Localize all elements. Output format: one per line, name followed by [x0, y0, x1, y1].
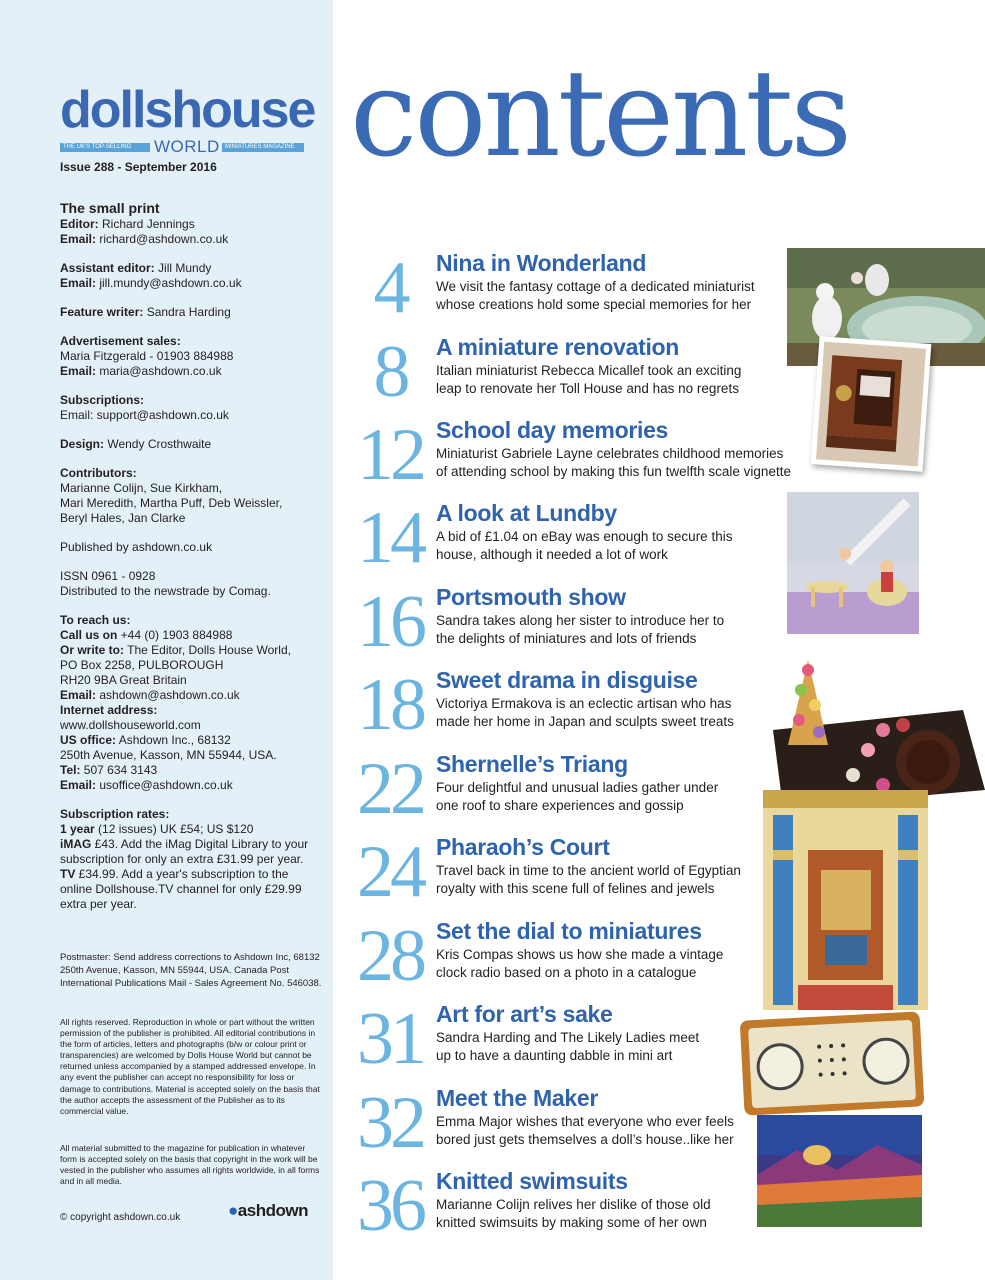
- entry-title: A look at Lundby: [436, 500, 617, 526]
- contents-title: contents: [350, 45, 850, 184]
- postmaster-notice: Postmaster: Send address corrections to Ashdown Inc, 68132 250th Avenue, Kasson, MN 55944, USA. Canada Post International Publications Mail - Sales Agreement No. 546038.: [60, 952, 322, 989]
- entry-page-number: 16: [357, 581, 423, 663]
- photo-sweet-treats: [763, 650, 985, 808]
- entry-page-number: 36: [357, 1165, 423, 1247]
- entry-page-number: 18: [357, 664, 423, 746]
- entry-page-number: 24: [357, 831, 423, 913]
- entry-title: School day memories: [436, 417, 669, 443]
- entry-description: Sandra Harding and The Likely Ladies meet up to have a daunting dabble in mini art: [436, 1030, 700, 1063]
- entry-description: Marianne Colijn relives her dislike of those old knitted swimsuits by making some of her own: [436, 1197, 711, 1230]
- logo-world: WORLD: [154, 137, 220, 156]
- sidebar: [0, 0, 333, 1280]
- contents-entry[interactable]: [350, 832, 800, 912]
- logo-tag-right: MINIATURES MAGAZINE: [222, 143, 304, 152]
- entry-title: Nina in Wonderland: [436, 250, 647, 276]
- contents-entry[interactable]: [350, 999, 800, 1079]
- entry-title: Shernelle’s Triang: [436, 751, 628, 777]
- material-notice: All material submitted to the magazine for publication in whatever form is accepted solely on the basis that copyright in the work will be vested in the publisher who assumes all rights worldwide, in all forms and in all media.: [60, 1143, 320, 1187]
- entry-page-number: 8: [373, 331, 407, 413]
- entry-page-number: 28: [357, 915, 423, 997]
- entry-page-number: 31: [357, 998, 423, 1080]
- contents-entry[interactable]: [350, 498, 800, 578]
- entry-page-number: 22: [357, 748, 423, 830]
- entry-description: Sandra takes along her sister to introduce her to the delights of miniatures and lots of friends: [436, 613, 725, 646]
- contents-entry[interactable]: [350, 916, 800, 996]
- logo-strapline: [60, 137, 304, 156]
- entry-title: Sweet drama in disguise: [436, 667, 698, 693]
- entry-description: Italian miniaturist Rebecca Micallef took an exciting leap to renovate her Toll House and has no regrets: [436, 363, 742, 396]
- contents-entry[interactable]: [350, 1083, 800, 1163]
- photo-renovation-safe: [811, 336, 932, 472]
- entry-title: Pharaoh’s Court: [436, 834, 610, 860]
- photo-lundby-house: [787, 492, 919, 634]
- entry-title: Portsmouth show: [436, 584, 626, 610]
- photo-pharaoh-court: [763, 790, 928, 1010]
- contents-entry[interactable]: [350, 332, 800, 412]
- entry-description: A bid of £1.04 on eBay was enough to secure this house, although it needed a lot of work: [436, 529, 733, 562]
- entry-page-number: 14: [357, 497, 423, 579]
- contents-entry[interactable]: [350, 248, 800, 328]
- logo-tag-left: THE UK'S TOP-SELLING: [60, 143, 150, 152]
- small-print-title: The small print: [60, 200, 160, 216]
- entry-page-number: 12: [357, 414, 423, 496]
- contents-entry[interactable]: [350, 749, 800, 829]
- entry-title: Knitted swimsuits: [436, 1168, 628, 1194]
- contents-entry[interactable]: [350, 1166, 800, 1246]
- entry-description: Four delightful and unusual ladies gather under one roof to share experiences and gossip: [436, 780, 719, 813]
- issue-line: Issue 288 - September 2016: [60, 160, 217, 174]
- ashdown-logo: ●ashdown: [228, 1201, 308, 1220]
- entry-title: Meet the Maker: [436, 1085, 598, 1111]
- entry-page-number: 32: [357, 1082, 423, 1164]
- entry-description: Kris Compas shows us how she made a vintage clock radio based on a photo in a catalogue: [436, 947, 724, 980]
- entry-description: Miniaturist Gabriele Layne celebrates childhood memories of attending school by making this fun twelfth scale vignette: [436, 446, 791, 479]
- contents-entry[interactable]: [350, 415, 800, 495]
- entry-title: Art for art’s sake: [436, 1001, 613, 1027]
- rights-notice: All rights reserved. Reproduction in whole or part without the written permission of the publisher is prohibited. All editorial contributions in the form of articles, letters and photographs (b/w or colour print or transparencies) are welcomed by Dolls House World but cannot be returned unless accompanied by a stamped addressed envelope. In any event the publisher can accept no responsibility for loss or damage to contributions. Material is accepted solely on the basis that the author accepts the assessment of the Publisher as to its commercial value.: [60, 1017, 320, 1116]
- entry-page-number: 4: [373, 247, 407, 329]
- photo-landscape-art: [757, 1115, 922, 1227]
- entry-description: We visit the fantasy cottage of a dedicated miniaturist whose creations hold some special memories for her: [436, 279, 755, 312]
- entry-description: Travel back in time to the ancient world of Egyptian royalty with this scene full of felines and jewels: [436, 863, 741, 896]
- photo-clock-radio: [737, 1005, 927, 1120]
- entry-title: Set the dial to miniatures: [436, 918, 702, 944]
- contents-entry[interactable]: [350, 582, 800, 662]
- magazine-logo: dollshouse: [60, 81, 315, 139]
- entry-description: Victoriya Ermakova is an eclectic artisan who has made her home in Japan and sculpts sweet treats: [436, 696, 734, 729]
- contents-entry[interactable]: [350, 665, 800, 745]
- entry-title: A miniature renovation: [436, 334, 680, 360]
- copyright: © copyright ashdown.co.uk: [60, 1212, 181, 1223]
- entry-description: Emma Major wishes that everyone who ever feels bored just gets themselves a doll’s house..like her: [436, 1114, 734, 1147]
- small-print: Editor: Richard Jennings Email: richard@ashdown.co.uk Assistant editor: Jill Mundy Email: jill.mundy@ashdown.co.uk Feature writer: Sandra Harding Advertisement sales: Maria Fitzgerald - 01903 884988 Email: maria@ashdown.co.uk Subscriptions: Email: support@ashdown.co.uk Design: Wendy Crosthwaite Contributors: Marianne Colijn, Sue Kirkham, Mari Meredith, Martha Puff, Deb Weissler, Beryl Hales, Jan Clarke Published by ashdown.co.uk ISSN 0961 - 0928 Distributed to the newstrade by Comag. To reach us: Call us on +44 (0) 1903 884988 Or write to: The Editor, Dolls House World, PO Box 2258, PULBOROUGH RH20 9BA Great Britain Email: ashdown@ashdown.co.uk Internet address: www.dollshouseworld.com US office: Ashdown Inc., 68132 250th Avenue, Kasson, MN 55944, USA. Tel: 507 634 3143 Email: usoffice@ashdown.co.uk Subscription rates: 1 year (12 issues) UK £54; US $120 iMAG £43. Add the iMag Digital Library to your subscription for only an extra £31.99 per year. TV £34.99. Add a year's subscription to the online Dollshouse.TV channel for only £29.99 extra per year.: [60, 217, 309, 911]
